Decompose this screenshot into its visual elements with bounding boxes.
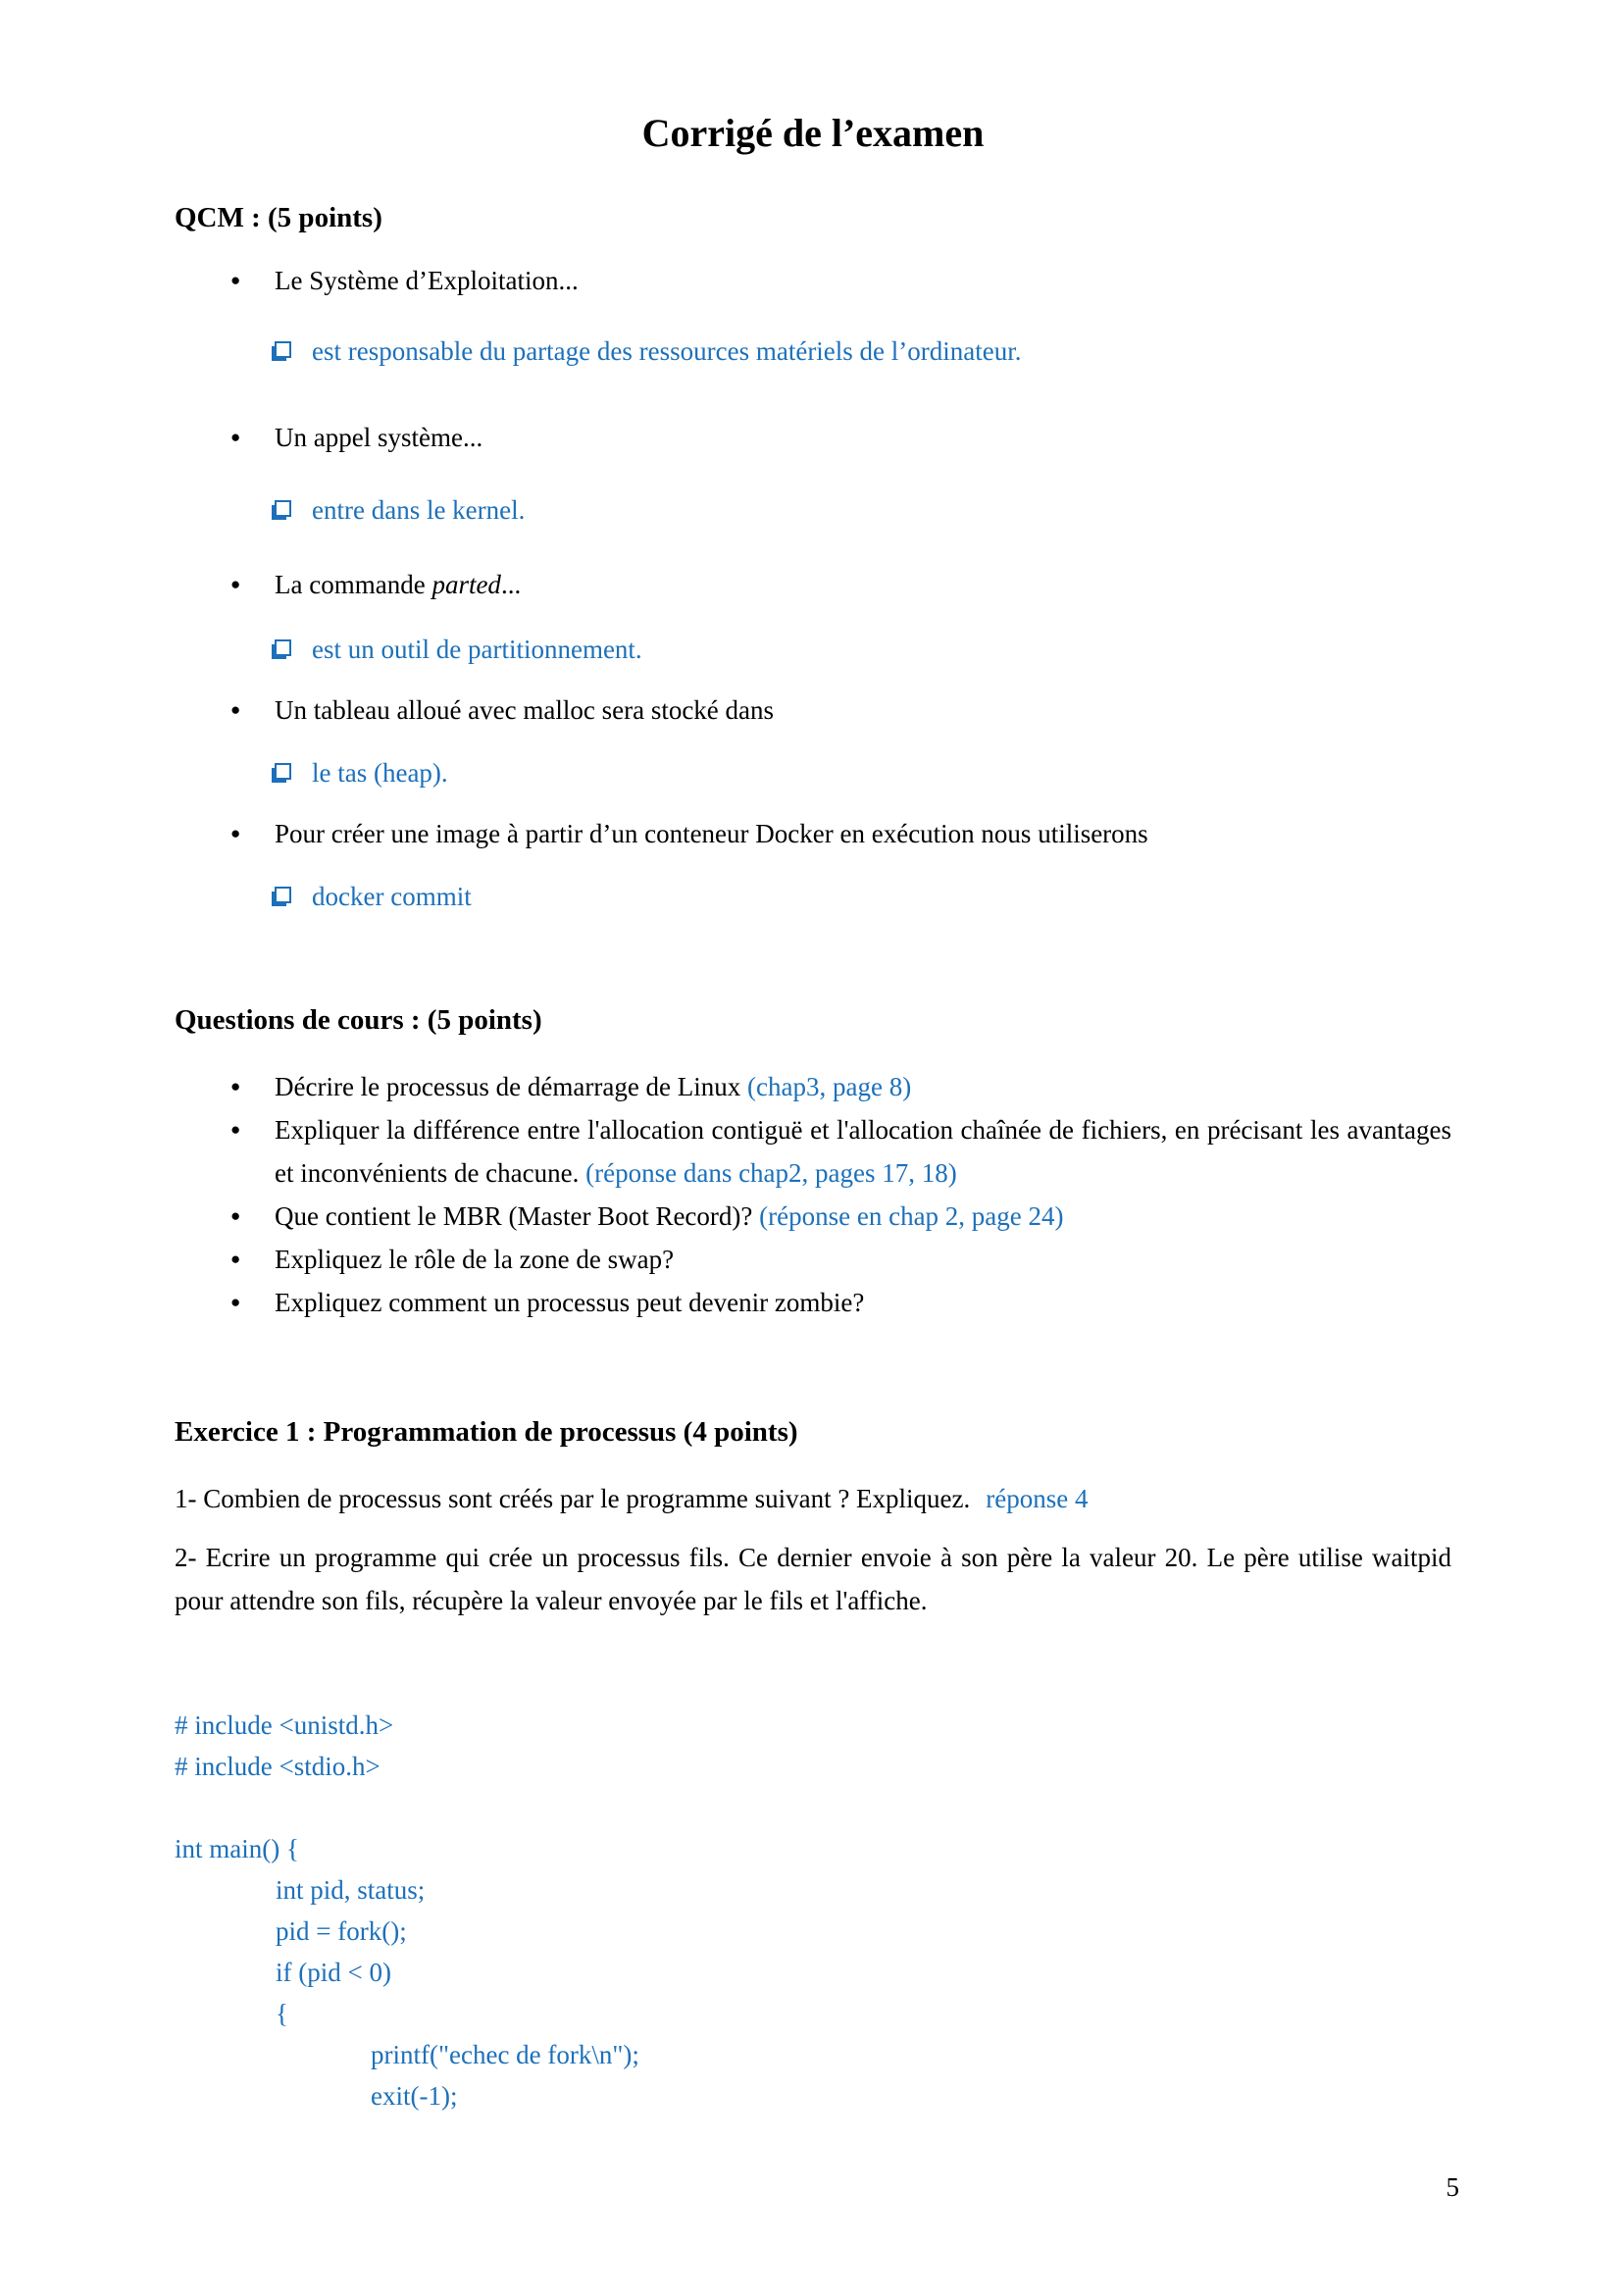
checkbox-icon [275, 500, 291, 517]
qcm-item-5-answer [175, 879, 1451, 914]
course-question-4 [175, 1238, 1451, 1281]
checkbox-icon [275, 639, 291, 656]
code-line-blank [175, 1787, 1451, 1828]
qcm-item-3-stem-italic: parted [431, 570, 501, 599]
code-line-if: if (pid < 0) [276, 1958, 391, 1987]
code-line-open-brace: { [276, 1999, 288, 2028]
bullet-icon: ● [230, 824, 241, 842]
code-line-exit: exit(-1); [371, 2081, 458, 2111]
qcm-item-2-answer [175, 492, 1451, 528]
exercise1-question2: 2- Ecrire un programme qui crée un processus fils. Ce dernier envoie à son père la valeur 20. Le père utilise waitpid pour attendre son fils, récupère la valeur envoyée par le fils et l'affiche. [175, 1543, 1451, 1615]
qcm-item-5-stem [175, 816, 1451, 851]
code-block [175, 1705, 1451, 2116]
checkbox-icon [275, 341, 291, 358]
qcm-item-5-answer-text: docker commit [312, 882, 472, 911]
bullet-icon: ● [230, 428, 241, 446]
qcm-item-2-answer-text: entre dans le kernel. [312, 495, 526, 525]
course-questions-list [175, 1065, 1451, 1324]
exercise1-heading: Exercice 1 : Programmation de processus (4 points) [175, 1416, 798, 1448]
course-question-1-ref: (chap3, page 8) [747, 1072, 912, 1101]
course-question-1 [175, 1065, 1451, 1108]
course-question-4-text: Expliquez le rôle de la zone de swap? [275, 1245, 675, 1274]
qcm-item-3-answer [175, 632, 1451, 667]
bullet-icon: ● [230, 1120, 241, 1139]
code-line-include-stdio: # include <stdio.h> [175, 1752, 381, 1781]
qcm-item-4-answer-text: le tas (heap). [312, 758, 448, 788]
checkbox-icon [275, 887, 291, 903]
qcm-item-5-stem-text: Pour créer une image à partir d’un conteneur Docker en exécution nous utiliserons [275, 819, 1148, 848]
course-question-5-text: Expliquez comment un processus peut devenir zombie? [275, 1288, 865, 1317]
code-line-main: int main() { [175, 1834, 299, 1863]
course-question-5 [175, 1281, 1451, 1324]
course-questions-heading: Questions de cours : (5 points) [175, 1004, 542, 1036]
checkbox-icon [275, 763, 291, 780]
exercise1-question1 [175, 1477, 1451, 1520]
qcm-item-4-stem-text: Un tableau alloué avec malloc sera stocké dans [275, 695, 775, 725]
qcm-item-1-stem [175, 263, 1451, 298]
bullet-icon: ● [230, 1077, 241, 1096]
qcm-item-1-answer-text: est responsable du partage des ressources matériels de l’ordinateur. [312, 336, 1022, 366]
qcm-item-3-stem [175, 567, 1451, 602]
course-question-1-text: Décrire le processus de démarrage de Linux [275, 1072, 748, 1101]
course-question-2 [175, 1108, 1451, 1195]
bullet-icon: ● [230, 700, 241, 719]
bullet-icon: ● [230, 1249, 241, 1268]
code-line-printf: printf("echec de fork\n"); [371, 2040, 639, 2069]
bullet-icon: ● [230, 1293, 241, 1311]
qcm-item-3-answer-text: est un outil de partitionnement. [312, 635, 642, 664]
page-number: 5 [1446, 2172, 1459, 2202]
exercise1-question1-text: 1- Combien de processus sont créés par le programme suivant ? Expliquez. [175, 1484, 971, 1513]
qcm-item-3-stem-suffix: ... [500, 570, 522, 599]
qcm-item-3-stem-prefix: La commande [275, 570, 432, 599]
qcm-item-2-stem [175, 420, 1451, 455]
exercise1-question1-answer: réponse 4 [986, 1484, 1089, 1513]
qcm-item-1-answer [175, 333, 1451, 369]
qcm-item-2-stem-text: Un appel système... [275, 423, 483, 452]
bullet-icon: ● [230, 575, 241, 593]
qcm-heading: QCM : (5 points) [175, 202, 382, 233]
course-question-2-text: Expliquer la différence entre l'allocation contiguë et l'allocation chaînée de fichiers, en précisant les avantages et inconvénients de chacune. [275, 1115, 1451, 1188]
qcm-item-4-stem [175, 692, 1451, 728]
page-title: Corrigé de l’examen [641, 111, 985, 155]
qcm-item-4-answer [175, 755, 1451, 790]
course-question-3-text: Que contient le MBR (Master Boot Record)? [275, 1201, 760, 1231]
course-question-3-ref: (réponse en chap 2, page 24) [759, 1201, 1064, 1231]
bullet-icon: ● [230, 1206, 241, 1225]
code-line-declare: int pid, status; [276, 1875, 426, 1905]
course-question-2-ref: (réponse dans chap2, pages 17, 18) [585, 1158, 957, 1188]
bullet-icon: ● [230, 271, 241, 289]
qcm-item-1-stem-text: Le Système d’Exploitation... [275, 266, 579, 295]
code-line-include-unistd: # include <unistd.h> [175, 1710, 394, 1740]
code-line-fork: pid = fork(); [276, 1916, 407, 1946]
course-question-3 [175, 1195, 1451, 1238]
